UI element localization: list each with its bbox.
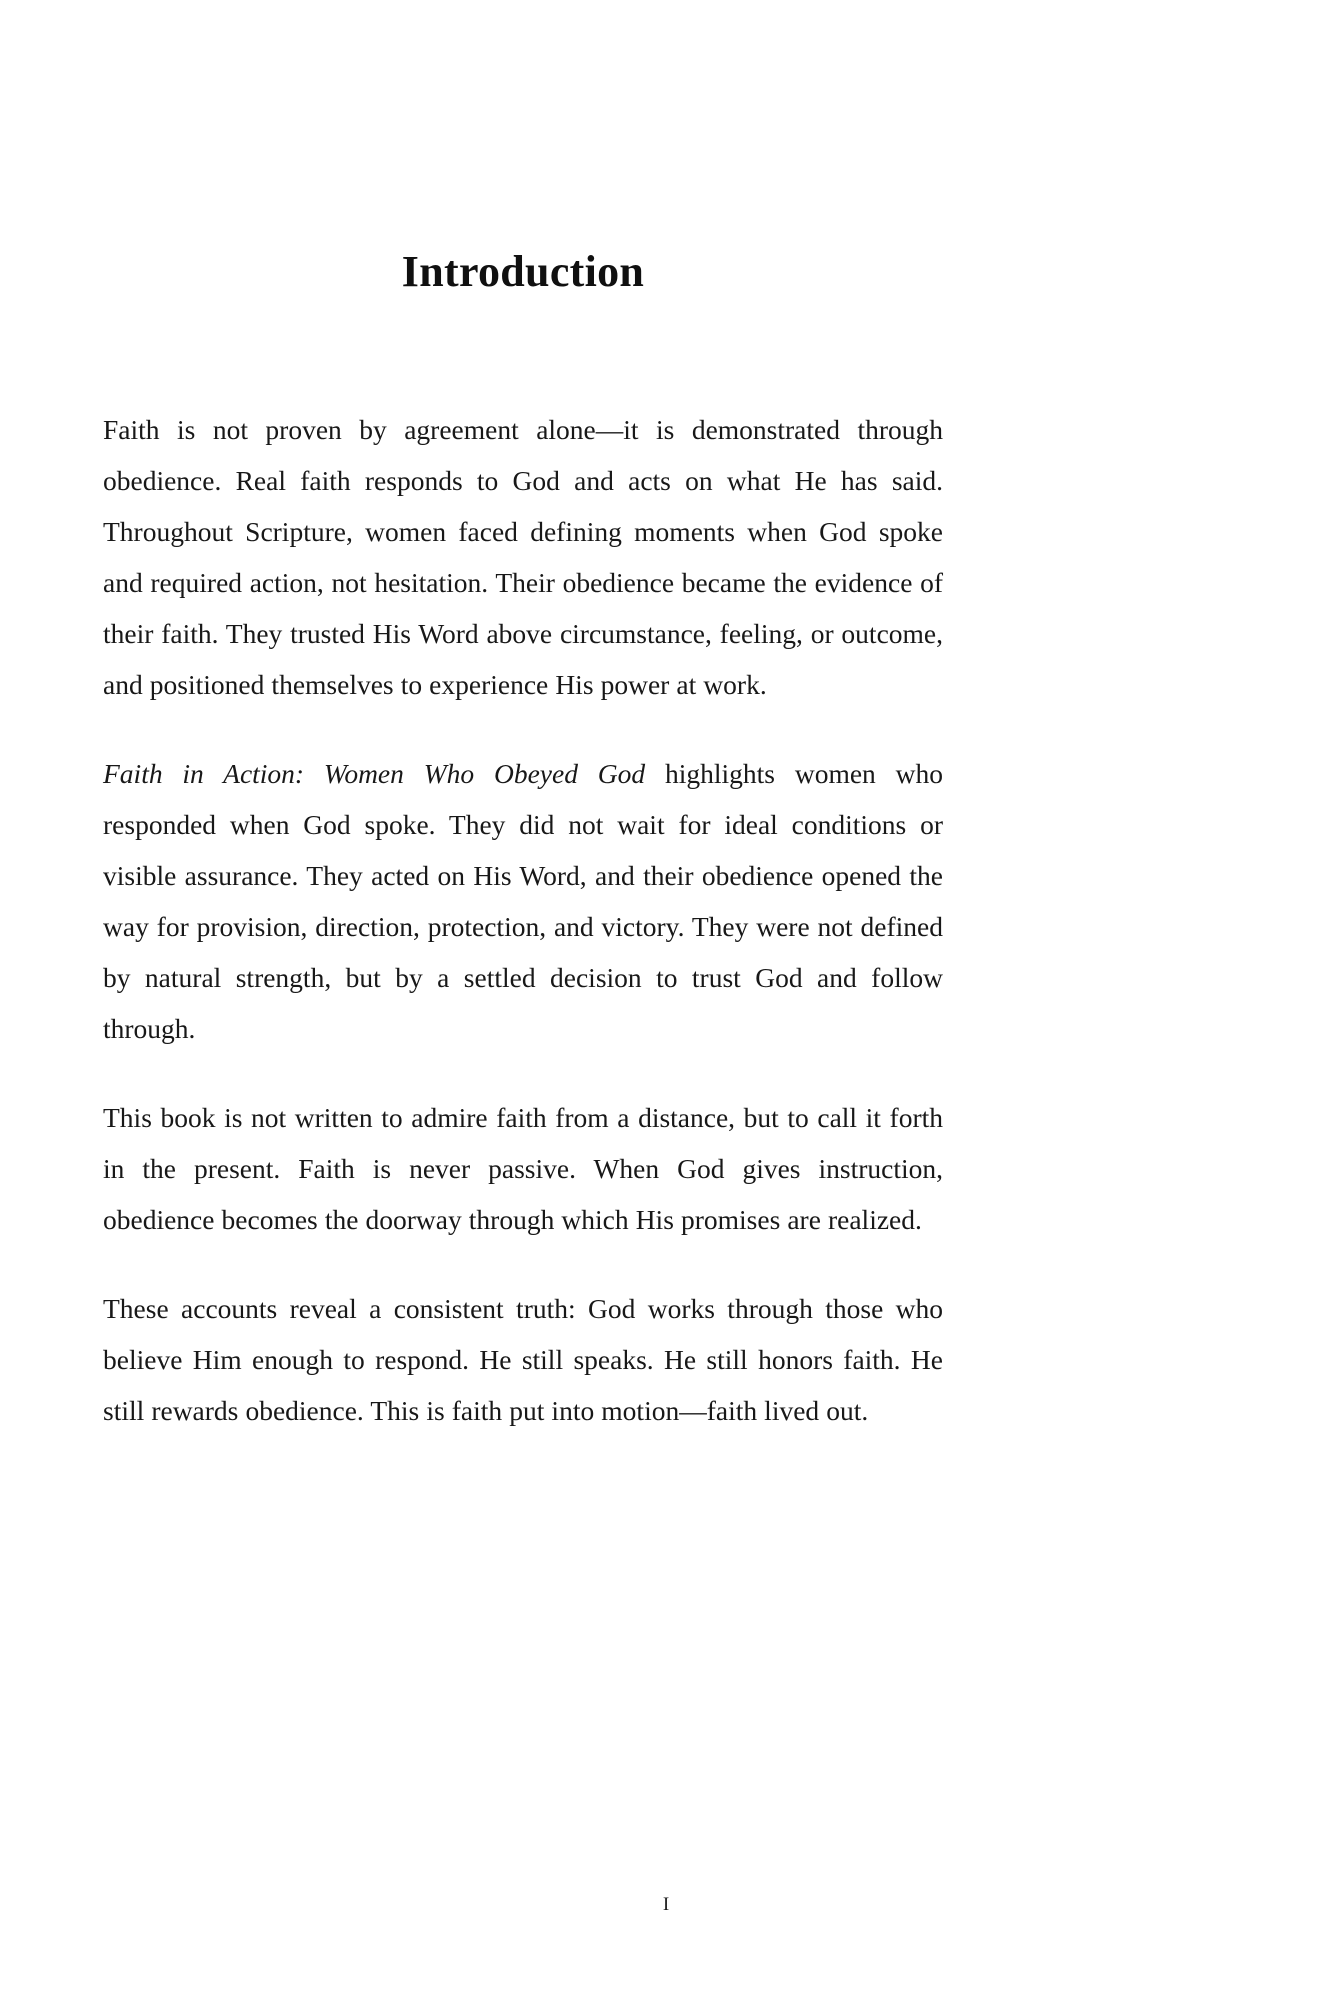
page-content [103, 0, 943, 1436]
paragraph-2 [103, 748, 943, 1054]
body-text [103, 404, 943, 1436]
paragraph-4: These accounts reveal a consistent truth: God works through those who believe Him enough to respond. He still speaks. He still honors faith. He still rewards obedience. This is faith put into motion—faith lived out. [103, 1293, 943, 1427]
page-title: Introduction [401, 247, 645, 296]
paragraph-1: Faith is not proven by agreement alone—it is demonstrated through obedience. Real faith responds to God and acts on what He has said. Throughout Scripture, women faced defining moments when God spoke and required action, not hesitation. Their obedience became the evidence of their faith. They trusted His Word above circumstance, feeling, or outcome, and positioned themselves to experience His power at work. [103, 414, 943, 701]
page-number: I [662, 1894, 671, 1915]
book-title-italic: Faith in Action: Women Who Obeyed God [103, 758, 646, 790]
paragraph-3: This book is not written to admire faith from a distance, but to call it forth in the present. Faith is never passive. When God gives instruction, obedience becomes the doorway through which His promises are realized. [103, 1102, 943, 1236]
paragraph-2-text: highlights women who responded when God spoke. They did not wait for ideal conditions or visible assurance. They acted on His Word, and their obedience opened the way for provision, direction, protection, and victory. They were not defined by natural strength, but by a settled decision to trust God and follow through. [103, 758, 944, 1045]
